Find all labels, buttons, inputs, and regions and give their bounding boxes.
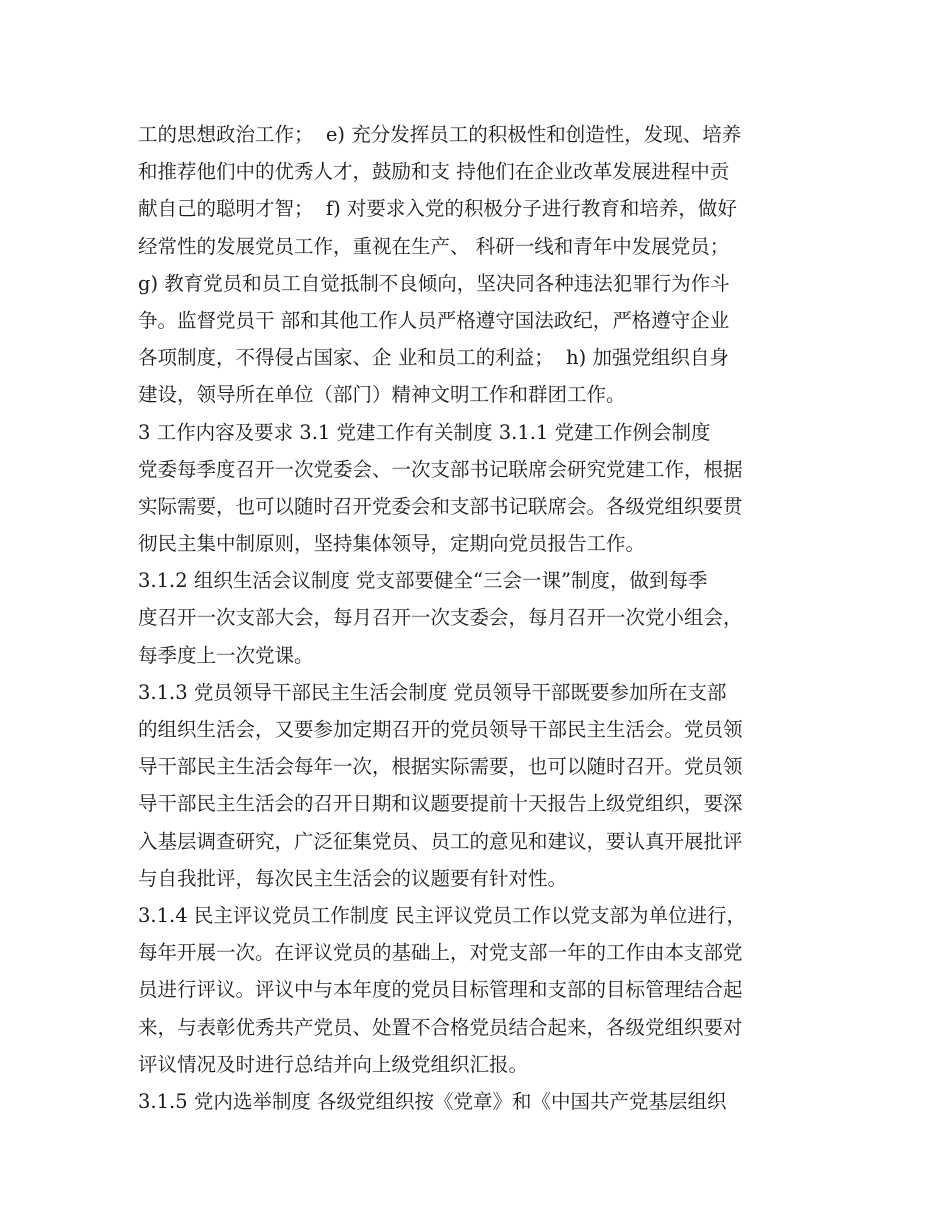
section-heading-line: 3.1.3 党员领导干部民主生活会制度 党员领导干部既要参加所在支部 [138,680,727,704]
section-heading-line: 3 工作内容及要求 3.1 党建工作有关制度 3.1.1 党建工作例会制度 [138,420,711,444]
text-line: g) 教育党员和员工自觉抵制不良倾向，坚决同各种违法犯罪行为作斗 [138,271,730,295]
section-heading-line: 3.1.2 组织生活会议制度 党支部要健全“三会一课”制度，做到每季 [138,569,708,593]
section-heading-line: 3.1.4 民主评议党员工作制度 民主评议党员工作以党支部为单位进行， [138,903,747,927]
text-line: 工的思想政治工作； e) 充分发挥员工的积极性和创造性，发现、培养 [138,123,742,146]
text-line: 每年开展一次。在评议党员的基础上，对党支部一年的工作由本支部党 [138,941,743,965]
text-line: 度召开一次支部大会，每月召开一次支委会，每月召开一次党小组会， [138,606,743,630]
text-line: 导干部民主生活会每年一次，根据实际需要，也可以随时召开。党员领 [138,755,743,779]
text-line: 与自我批评，每次民主生活会的议题要有针对性。 [138,866,568,890]
text-line: 争。监督党员干 部和其他工作人员严格遵守国法政纪，严格遵守企业 [138,308,730,332]
text-line: 评议情况及时进行总结并向上级党组织汇报。 [138,1052,529,1076]
document-page [138,116,828,1120]
text-line: 员进行评议。评议中与本年度的党员目标管理和支部的目标管理结合起 [138,978,743,1002]
text-line: 党委每季度召开一次党委会、一次支部书记联席会研究党建工作，根据 [138,457,743,481]
text-line: 各项制度，不得侵占国家、企 业和员工的利益； h) 加强党组织自身 [138,346,729,370]
text-line: 彻民主集中制原则，坚持集体领导，定期向党员报告工作。 [138,532,646,556]
text-line: 入基层调查研究，广泛征集党员、员工的意见和建议，要认真开展批评 [138,829,743,853]
text-line: 建设，领导所在单位（部门）精神文明工作和群团工作。 [138,383,626,407]
text-line: 的组织生活会，又要参加定期召开的党员领导干部民主生活会。党员领 [138,718,743,741]
text-line: 实际需要，也可以随时召开党委会和支部书记联席会。各级党组织要贯 [138,494,743,518]
text-line: 来，与表彰优秀共产党员、处置不合格党员结合起来，各级党组织要对 [138,1015,743,1039]
text-line: 经常性的发展党员工作，重视在生产、 科研一线和青年中发展党员； [138,234,730,258]
text-line: 和推荐他们中的优秀人才，鼓励和支 持他们在企业改革发展进程中贡 [138,160,730,184]
text-line: 献自己的聪明才智； f) 对要求入党的积极分子进行教育和培养，做好 [138,197,737,221]
text-line: 每季度上一次党课。 [138,643,314,667]
text-line: 导干部民主生活会的召开日期和议题要提前十天报告上级党组织，要深 [138,792,743,816]
section-heading-line: 3.1.5 党内选举制度 各级党组织按《党章》和《中国共产党基层组织 [138,1089,727,1113]
